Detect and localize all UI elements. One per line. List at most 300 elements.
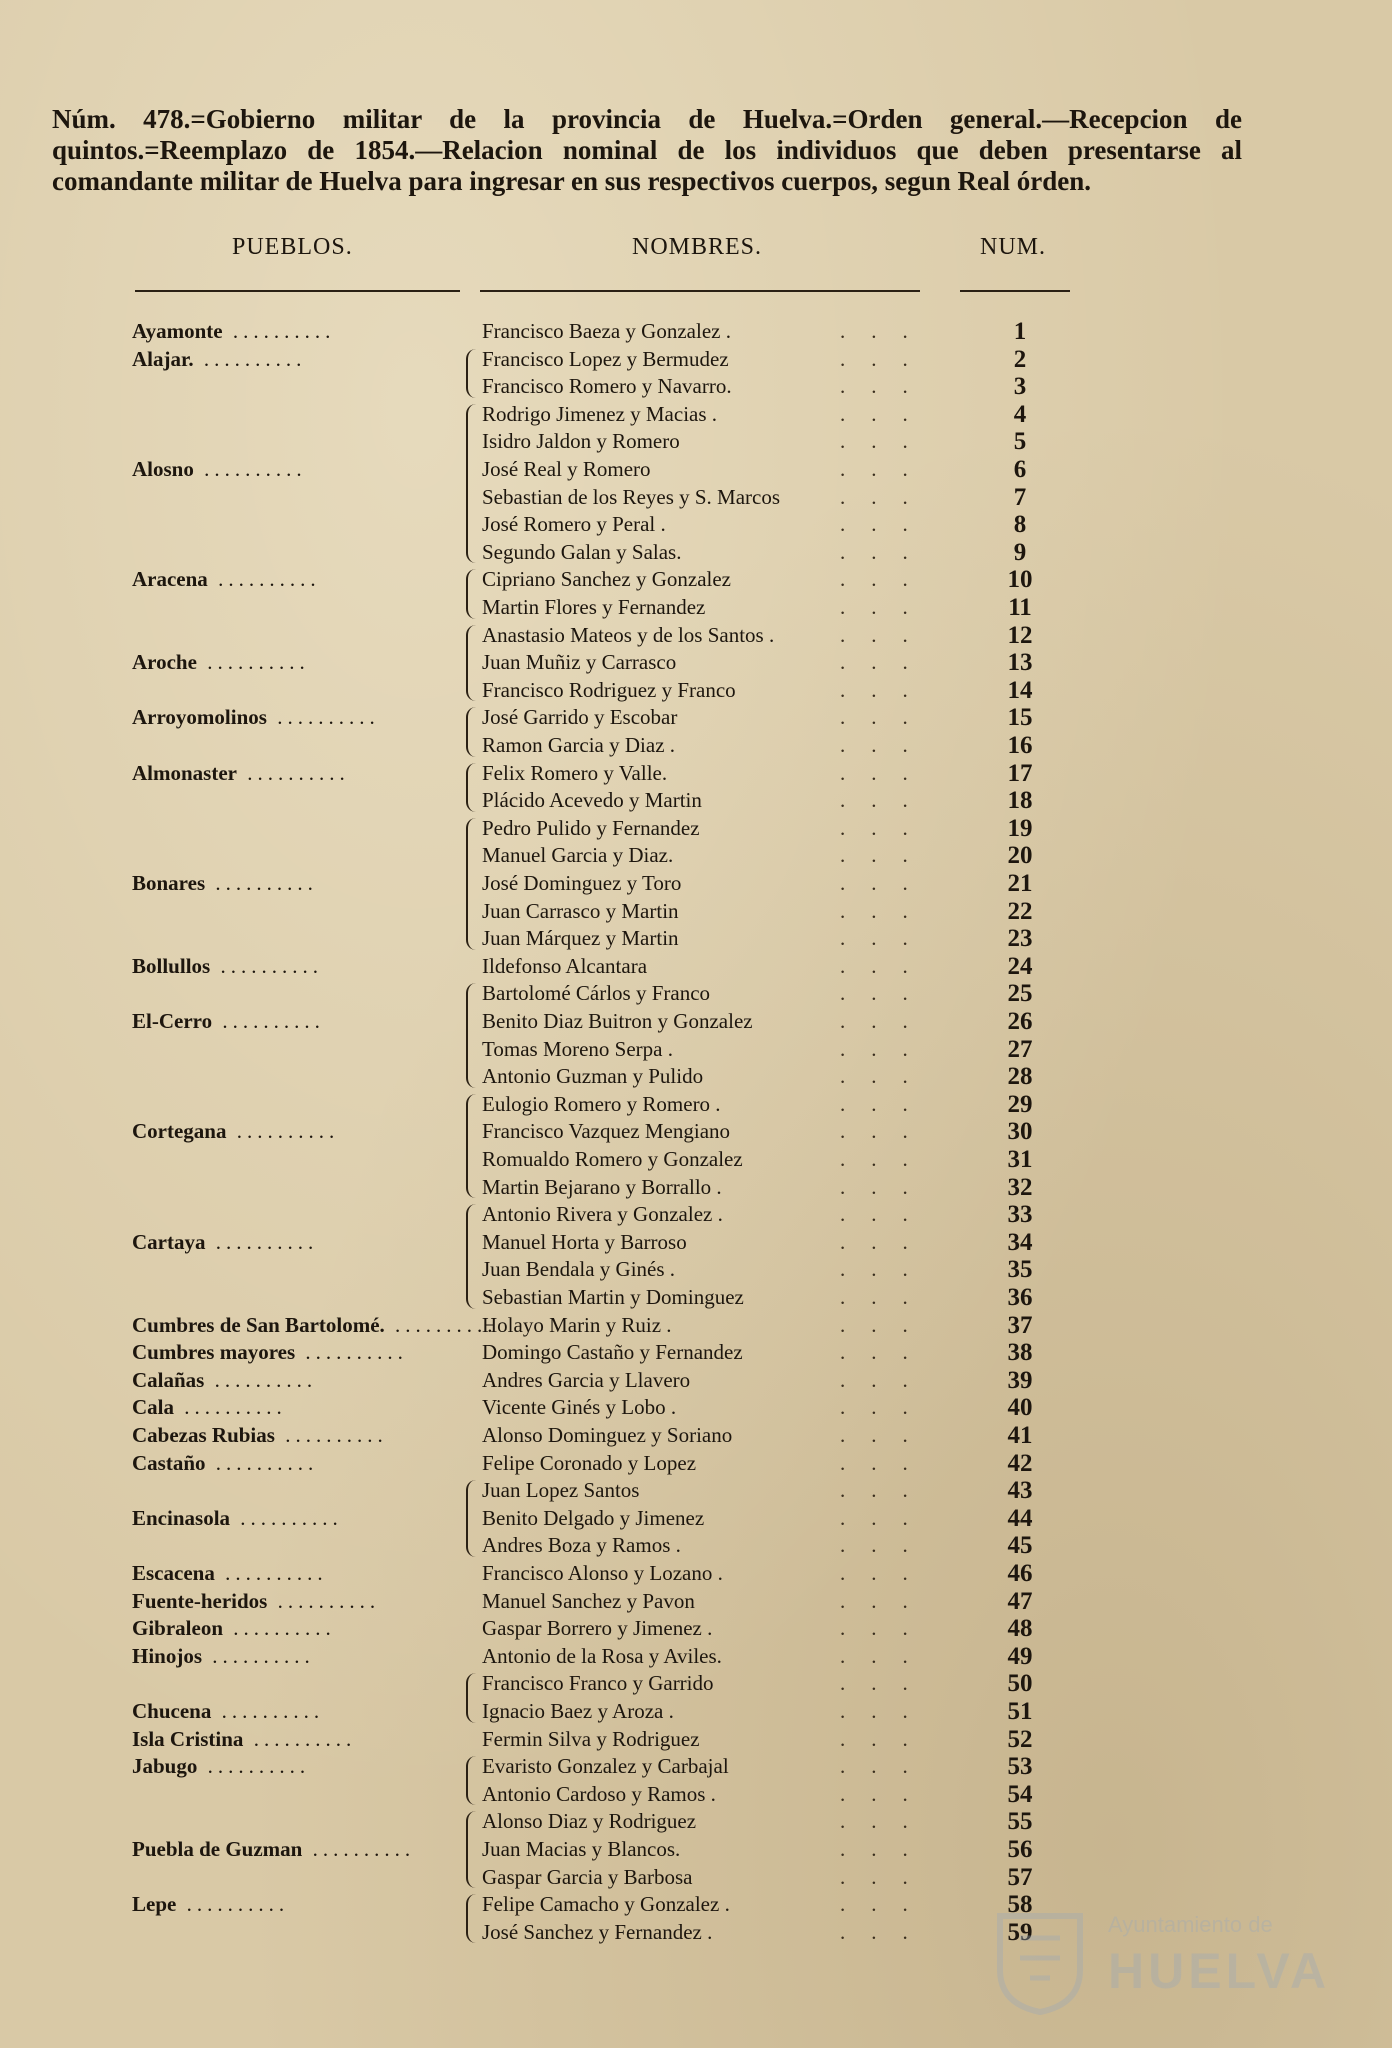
num-cell: 51: [1007, 1698, 1033, 1725]
nombre-cell: Fermin Silva y Rodriguez: [482, 1726, 700, 1751]
pueblo-cell: [132, 1698, 462, 1726]
nombre-cell: Holayo Marin y Ruiz .: [482, 1312, 672, 1337]
nombre-cell: José Dominguez y Toro: [482, 871, 682, 895]
nombre-cell: Tomas Moreno Serpa .: [482, 1036, 673, 1061]
pueblo-name: Arroyomolinos: [132, 705, 267, 730]
table-row: [0, 1588, 1392, 1616]
nombre-cell: Martin Flores y Fernandez: [482, 595, 706, 619]
nombre-cell: Antonio Rivera y Gonzalez .: [482, 1202, 723, 1227]
table-row: [0, 815, 1392, 843]
leader-dots: ..........: [205, 1229, 319, 1254]
table-row: [0, 1229, 1392, 1257]
pueblo-name: Lepe: [132, 1892, 177, 1917]
table-row: [0, 1864, 1392, 1892]
pueblo-cell: [132, 1891, 462, 1919]
leader-dots: ..........: [210, 953, 323, 978]
num-cell: 50: [1007, 1670, 1033, 1698]
nombre-cell: Juan Macias y Blancos.: [482, 1837, 681, 1861]
table-row: [0, 1284, 1392, 1312]
pueblo-cell: [132, 1864, 462, 1892]
pueblo-cell: [132, 704, 462, 732]
pueblo-name: Ayamonte: [132, 319, 223, 343]
leader-dots: ...: [840, 705, 934, 730]
nombre-cell: Isidro Jaldon y Romero: [482, 429, 680, 454]
pueblo-name: Alosno: [132, 457, 194, 481]
nombre-cell: José Romero y Peral .: [482, 512, 666, 537]
grouping-brace: [466, 349, 478, 398]
pueblo-name: Gibraleon: [132, 1616, 224, 1641]
nombre-cell: Sebastian de los Reyes y S. Marcos: [482, 484, 781, 509]
nombre-cell: Antonio de la Rosa y Aviles.: [482, 1643, 722, 1668]
pueblo-name: Aracena: [132, 567, 208, 592]
leader-dots: ...: [840, 1837, 934, 1861]
num-cell: 36: [1007, 1284, 1033, 1311]
leader-dots: ...: [840, 1726, 934, 1751]
leader-dots: ...: [840, 374, 934, 399]
pueblo-cell: [132, 1505, 462, 1533]
table-row: [0, 649, 1392, 677]
nombre-cell: Francisco Baeza y Gonzalez .: [482, 319, 731, 343]
grouping-brace: [466, 1673, 478, 1722]
nombre-cell: Gaspar Garcia y Barbosa: [482, 1864, 693, 1889]
nombre-cell: Juan Muñiz y Carrasco: [482, 650, 677, 675]
pueblo-name: Cumbres mayores: [132, 1340, 296, 1365]
table-row: [0, 1201, 1392, 1229]
num-cell: 20: [1007, 842, 1033, 870]
nombre-cell: Felix Romero y Valle.: [482, 760, 668, 785]
leader-dots: ..........: [197, 1754, 311, 1779]
num-cell: 19: [1007, 814, 1033, 842]
num-cell: 7: [1013, 483, 1027, 511]
table-row: [0, 1036, 1392, 1064]
pueblo-name: Almonaster: [132, 760, 237, 785]
num-cell: 32: [1007, 1173, 1033, 1201]
pueblo-cell: [132, 870, 462, 898]
table-row: [0, 1643, 1392, 1671]
num-cell: 17: [1007, 759, 1033, 787]
pueblo-cell: [132, 346, 462, 374]
num-cell: 31: [1007, 1146, 1033, 1173]
leader-dots: ..........: [193, 346, 307, 371]
num-cell: 57: [1007, 1863, 1033, 1891]
leader-dots: ...: [840, 512, 934, 537]
nombre-cell: Segundo Galan y Salas.: [482, 539, 682, 564]
pueblo-cell: [132, 898, 462, 926]
pueblo-cell: [132, 566, 462, 594]
num-cell: 39: [1007, 1366, 1033, 1394]
num-cell: 14: [1007, 676, 1033, 704]
nombre-cell: Vicente Ginés y Lobo .: [482, 1395, 677, 1420]
leader-dots: ..........: [214, 1561, 328, 1585]
pueblo-name: Hinojos: [132, 1643, 203, 1668]
table-row: [0, 1422, 1392, 1450]
pueblo-name: Bonares: [132, 871, 206, 895]
pueblo-name: Jabugo: [132, 1754, 198, 1779]
table-row: [0, 1118, 1392, 1146]
leader-dots: ..........: [212, 1009, 325, 1033]
pueblo-cell: [132, 511, 462, 539]
leader-dots: ...: [840, 871, 934, 895]
leader-dots: ..........: [236, 760, 350, 785]
pueblo-cell: [132, 1450, 462, 1478]
table-row: [0, 842, 1392, 870]
leader-dots: ...: [840, 539, 934, 564]
leader-dots: ...: [840, 843, 934, 868]
pueblo-cell: [132, 1063, 462, 1091]
leader-dots: ...: [840, 346, 934, 371]
table-row: [0, 1256, 1392, 1284]
num-cell: 10: [1007, 566, 1033, 594]
leader-dots: ...: [840, 484, 934, 509]
nombre-cell: Alonso Dominguez y Soriano: [482, 1423, 733, 1447]
pueblo-cell: [132, 1919, 462, 1947]
pueblo-cell: [132, 1643, 462, 1671]
num-cell: 25: [1007, 980, 1033, 1008]
leader-dots: ...: [840, 926, 934, 951]
num-cell: 58: [1007, 1891, 1033, 1919]
leader-dots: ..........: [211, 1699, 325, 1723]
pueblo-cell: [132, 1036, 462, 1064]
nombre-cell: Martin Bejarano y Borrallo .: [482, 1174, 722, 1199]
num-cell: 40: [1007, 1394, 1033, 1422]
num-cell: 55: [1007, 1808, 1033, 1836]
nombre-cell: Ildefonso Alcantara: [482, 953, 648, 978]
rule-nombres: [480, 290, 920, 292]
nombre-cell: Juan Lopez Santos: [482, 1478, 640, 1503]
nombre-cell: Felipe Camacho y Gonzalez .: [482, 1892, 730, 1917]
num-cell: 21: [1007, 870, 1033, 897]
table-row: [0, 1753, 1392, 1781]
num-cell: 4: [1013, 400, 1027, 428]
num-cell: 30: [1007, 1118, 1033, 1146]
leader-dots: ...: [840, 1754, 934, 1779]
num-cell: 38: [1007, 1339, 1033, 1367]
num-cell: 48: [1007, 1615, 1033, 1643]
nombre-cell: Antonio Guzman y Pulido: [482, 1064, 704, 1089]
leader-dots: ...: [840, 1450, 934, 1475]
pueblo-cell: [132, 732, 462, 760]
leader-dots: ..........: [302, 1837, 416, 1861]
grouping-brace: [466, 569, 478, 618]
num-cell: 53: [1007, 1753, 1033, 1781]
leader-dots: ...: [840, 677, 934, 702]
pueblo-name: Escacena: [132, 1561, 215, 1585]
rule-pueblos: [135, 290, 460, 292]
grouping-brace: [466, 1480, 478, 1557]
leader-dots: ...: [840, 1478, 934, 1503]
leader-dots: ..........: [202, 1643, 315, 1668]
leader-dots: ...: [840, 815, 934, 840]
leader-dots: ..........: [266, 705, 380, 730]
nombre-cell: Anastasio Mateos y de los Santos .: [482, 622, 775, 647]
table-row: [0, 622, 1392, 650]
table-row: [0, 732, 1392, 760]
table-row: [0, 1450, 1392, 1478]
leader-dots: ...: [840, 1064, 934, 1089]
leader-dots: ...: [840, 1395, 934, 1420]
nombre-cell: Francisco Lopez y Bermudez: [482, 346, 729, 371]
num-cell: 41: [1007, 1422, 1033, 1449]
num-cell: 22: [1007, 897, 1033, 925]
table-row: [0, 1505, 1392, 1533]
leader-dots: ..........: [174, 1395, 287, 1420]
leader-dots: ...: [840, 1561, 934, 1585]
pueblo-cell: [132, 1256, 462, 1284]
num-cell: 6: [1013, 456, 1027, 483]
leader-dots: ...: [840, 953, 934, 978]
table-row: [0, 980, 1392, 1008]
leader-dots: ...: [840, 319, 934, 343]
leader-dots: ...: [840, 760, 934, 785]
leader-dots: ...: [840, 1229, 934, 1254]
num-cell: 33: [1007, 1201, 1033, 1229]
table-row: [0, 1091, 1392, 1119]
table-row: [0, 787, 1392, 815]
num-cell: 35: [1007, 1256, 1033, 1284]
pueblo-cell: [132, 677, 462, 705]
table-row: [0, 1615, 1392, 1643]
grouping-brace: [466, 1894, 478, 1943]
pueblo-name: Cumbres de San Bartolomé.: [132, 1312, 385, 1337]
pueblo-name: Cortegana: [132, 1119, 227, 1144]
table-row: [0, 594, 1392, 622]
leader-dots: ...: [840, 1671, 934, 1696]
leader-dots: ..........: [222, 319, 336, 343]
pueblo-name: El-Cerro: [132, 1009, 213, 1033]
num-cell: 47: [1007, 1587, 1033, 1615]
table-row: [0, 677, 1392, 705]
num-cell: 15: [1007, 704, 1033, 732]
pueblo-name: Cabezas Rubias: [132, 1423, 275, 1447]
pueblo-name: Cala: [132, 1395, 174, 1420]
num-cell: 8: [1013, 511, 1027, 539]
leader-dots: ...: [840, 1423, 934, 1447]
grouping-brace: [466, 625, 478, 702]
leader-dots: ...: [840, 1119, 934, 1144]
leader-dots: ...: [840, 1285, 934, 1309]
leader-dots: ..........: [230, 1505, 343, 1530]
num-cell: 11: [1008, 594, 1032, 621]
nombre-cell: Bartolomé Cárlos y Franco: [482, 981, 711, 1006]
num-cell: 28: [1007, 1063, 1033, 1091]
table-row: [0, 1146, 1392, 1174]
nombre-cell: Andres Boza y Ramos .: [482, 1533, 681, 1558]
nombre-cell: Francisco Rodriguez y Franco: [482, 677, 736, 702]
table-row: [0, 428, 1392, 456]
leader-dots: ...: [840, 1809, 934, 1834]
pueblo-cell: [132, 1588, 462, 1616]
table-row: [0, 1532, 1392, 1560]
table-row: [0, 566, 1392, 594]
nombre-cell: Benito Delgado y Jimenez: [482, 1505, 705, 1530]
leader-dots: ...: [840, 1174, 934, 1199]
coat-of-arms-icon: [990, 1908, 1090, 2016]
num-cell: 23: [1007, 925, 1033, 953]
num-cell: 12: [1007, 621, 1033, 649]
grouping-brace: [466, 763, 478, 812]
leader-dots: ...: [840, 1312, 934, 1337]
nombre-cell: José Sanchez y Fernandez .: [482, 1919, 713, 1944]
watermark-line1: Ayuntamiento de: [1108, 1912, 1273, 1937]
nombre-cell: Rodrigo Jimenez y Macias .: [482, 401, 718, 426]
nombre-cell: Francisco Alonso y Lozano .: [482, 1561, 723, 1585]
table-row: [0, 1367, 1392, 1395]
num-cell: 59: [1007, 1918, 1033, 1946]
pueblo-cell: [132, 1422, 462, 1450]
num-cell: 34: [1007, 1228, 1033, 1256]
table-row: [0, 1339, 1392, 1367]
pueblo-name: Castaño: [132, 1450, 206, 1475]
table-row: [0, 318, 1392, 346]
num-cell: 56: [1007, 1836, 1033, 1863]
archive-watermark: [990, 1908, 1330, 2018]
pueblo-cell: [132, 373, 462, 401]
pueblo-cell: [132, 1781, 462, 1809]
pueblo-cell: [132, 953, 462, 981]
table-row: [0, 898, 1392, 926]
num-cell: 26: [1007, 1008, 1033, 1035]
nombre-cell: Juan Carrasco y Martin: [482, 898, 679, 923]
table-row: [0, 870, 1392, 898]
pueblo-cell: [132, 842, 462, 870]
num-cell: 54: [1007, 1780, 1033, 1808]
num-cell: 16: [1007, 732, 1033, 759]
leader-dots: ..........: [196, 650, 310, 675]
nombre-cell: Manuel Sanchez y Pavon: [482, 1588, 695, 1613]
leader-dots: ...: [840, 1781, 934, 1806]
num-cell: 52: [1007, 1725, 1033, 1753]
nombre-cell: Manuel Horta y Barroso: [482, 1229, 687, 1254]
nombre-cell: Francisco Romero y Navarro.: [482, 374, 732, 399]
leader-dots: ...: [840, 567, 934, 592]
nombre-cell: José Garrido y Escobar: [482, 705, 678, 730]
pueblo-cell: [132, 925, 462, 953]
pueblo-name: Cartaya: [132, 1229, 206, 1254]
rule-num: [960, 290, 1070, 292]
nombre-cell: Manuel Garcia y Diaz.: [482, 843, 674, 868]
pueblo-cell: [132, 428, 462, 456]
grouping-brace: [466, 1094, 478, 1198]
table-row: [0, 1836, 1392, 1864]
pueblo-cell: [132, 1808, 462, 1836]
pueblo-cell: [132, 1146, 462, 1174]
pueblo-cell: [132, 1284, 462, 1312]
leader-dots: ...: [840, 788, 934, 813]
leader-dots: ...: [840, 622, 934, 647]
num-cell: 3: [1013, 373, 1027, 401]
pueblo-cell: [132, 594, 462, 622]
num-cell: 24: [1007, 952, 1033, 980]
num-cell: 45: [1007, 1532, 1033, 1560]
pueblo-name: Aroche: [132, 650, 197, 675]
nombre-cell: Romualdo Romero y Gonzalez: [482, 1147, 743, 1171]
num-cell: 42: [1007, 1449, 1033, 1477]
pueblo-cell: [132, 401, 462, 429]
nombre-cell: José Real y Romero: [482, 457, 651, 481]
nombre-cell: Pedro Pulido y Fernandez: [482, 815, 700, 840]
nombre-cell: Andres Garcia y Llavero: [482, 1367, 691, 1392]
leader-dots: ...: [840, 457, 934, 481]
nombre-cell: Antonio Cardoso y Ramos .: [482, 1781, 716, 1806]
leader-dots: ...: [840, 1009, 934, 1033]
table-row: [0, 1808, 1392, 1836]
leader-dots: ..........: [223, 1616, 336, 1641]
table-row: [0, 925, 1392, 953]
table-row: [0, 1174, 1392, 1202]
num-cell: 43: [1007, 1477, 1033, 1505]
num-cell: 18: [1007, 787, 1033, 815]
leader-dots: ...: [840, 1616, 934, 1641]
nombre-cell: Francisco Franco y Garrido: [482, 1671, 714, 1696]
pueblo-cell: [132, 649, 462, 677]
leader-dots: ...: [840, 1699, 934, 1723]
pueblo-cell: [132, 622, 462, 650]
pueblo-cell: [132, 787, 462, 815]
num-cell: 44: [1007, 1504, 1033, 1532]
order-header: Núm. 478.=Gobierno militar de la provincia de Huelva.=Orden general.—Recepcion de quintos.=Reemplazo de 1854.—Relacion nominal de los individuos que deben presentarse al comandante militar de Huelva para ingresar en sus respectivos cuerpos, segun Real órden.: [52, 104, 1242, 196]
pueblo-cell: [132, 1229, 462, 1257]
leader-dots: ..........: [193, 457, 307, 481]
leader-dots: ..........: [205, 1450, 319, 1475]
leader-dots: ..........: [205, 871, 318, 895]
column-header-pueblos: PUEBLOS.: [232, 234, 353, 260]
nombre-cell: Benito Diaz Buitron y Gonzalez: [482, 1009, 753, 1033]
table-row: [0, 1394, 1392, 1422]
num-cell: 27: [1007, 1035, 1033, 1063]
pueblo-cell: [132, 539, 462, 567]
leader-dots: ..........: [384, 1312, 498, 1337]
leader-dots: ..........: [207, 567, 321, 592]
grouping-brace: [466, 404, 478, 564]
pueblo-cell: [132, 1670, 462, 1698]
pueblo-cell: [132, 1118, 462, 1146]
leader-dots: ...: [840, 1036, 934, 1061]
pueblo-name: Alajar.: [132, 346, 194, 371]
leader-dots: ...: [840, 1643, 934, 1668]
leader-dots: ...: [840, 733, 934, 757]
leader-dots: ...: [840, 981, 934, 1006]
grouping-brace: [466, 983, 478, 1087]
leader-dots: ...: [840, 650, 934, 675]
table-row: [0, 760, 1392, 788]
leader-dots: ..........: [243, 1726, 357, 1751]
table-row: [0, 456, 1392, 484]
nombre-cell: Domingo Castaño y Fernandez: [482, 1340, 743, 1365]
num-cell: 5: [1013, 428, 1027, 456]
grouping-brace: [466, 818, 478, 950]
pueblo-cell: [132, 456, 462, 484]
pueblo-name: Puebla de Guzman: [132, 1837, 303, 1861]
table-row: [0, 1726, 1392, 1754]
table-row: [0, 373, 1392, 401]
grouping-brace: [466, 1811, 478, 1888]
leader-dots: ...: [840, 1257, 934, 1282]
pueblo-cell: [132, 1477, 462, 1505]
table-row: [0, 401, 1392, 429]
pueblo-cell: [132, 1008, 462, 1036]
pueblo-cell: [132, 1753, 462, 1781]
nombre-cell: Juan Bendala y Ginés .: [482, 1257, 676, 1282]
leader-dots: ..........: [267, 1588, 381, 1613]
pueblo-cell: [132, 1836, 462, 1864]
nombre-cell: Juan Márquez y Martin: [482, 926, 679, 951]
leader-dots: ...: [840, 1864, 934, 1889]
grouping-brace: [466, 1204, 478, 1308]
watermark-line2: HUELVA: [1108, 1943, 1331, 1999]
pueblo-name: Encinasola: [132, 1505, 231, 1530]
num-cell: 13: [1007, 649, 1033, 677]
leader-dots: ...: [840, 1340, 934, 1365]
